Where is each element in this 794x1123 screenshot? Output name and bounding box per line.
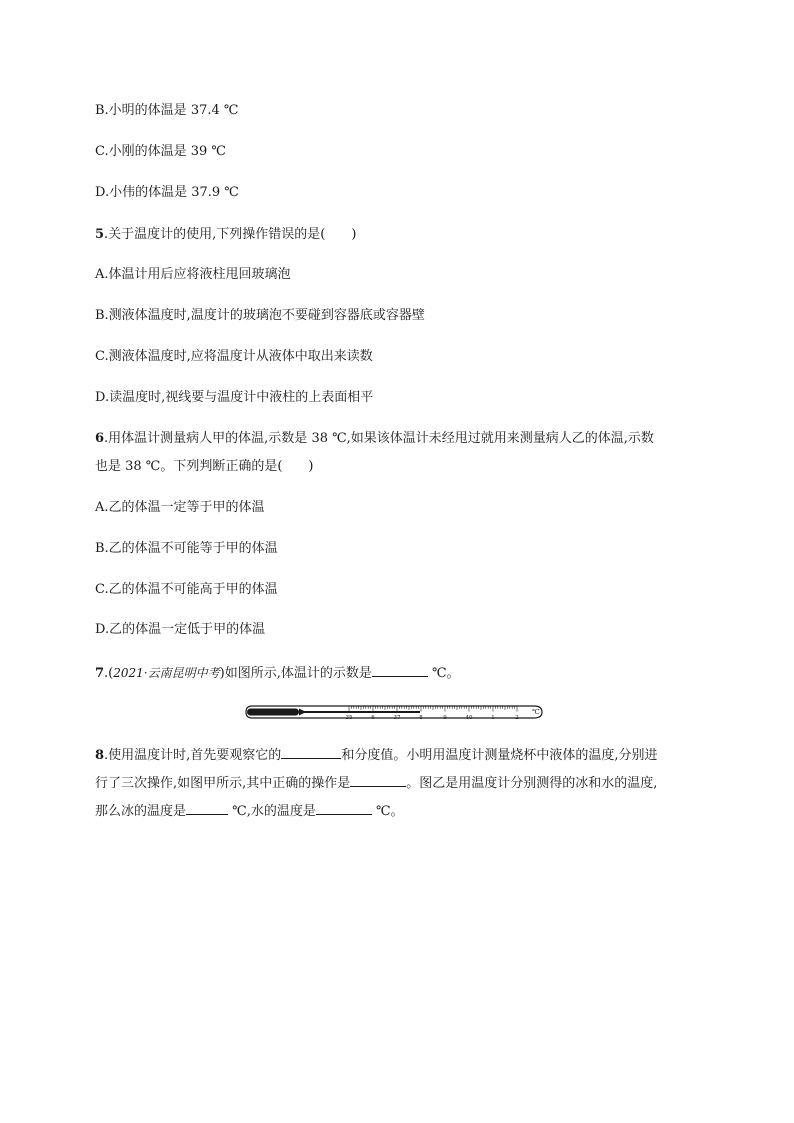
q7-number: 7 (95, 666, 105, 681)
q6-stem-text-1: .用体温计测量病人甲的体温,示数是 38 ℃,如果该体温计未经甩过就用来测量病人乙的体温,示数 (104, 431, 654, 446)
q6-stem-line1 (95, 430, 654, 448)
thermometer-mercury-column (304, 711, 420, 713)
q5-option-b: B.测液体温度时,温度计的玻璃泡不要碰到容器底或容器壁 (95, 308, 425, 323)
q6-option-c: C.乙的体温不可能高于甲的体温 (95, 582, 278, 597)
q8-text-3b: ℃,水的温度是 (228, 804, 316, 819)
q6-option-d: D.乙的体温一定低于甲的体温 (95, 622, 266, 637)
q5-option-d: D.读温度时,视线要与温度计中液柱的上表面相平 (95, 390, 374, 405)
thermometer-figure (244, 702, 546, 722)
q7-unit: ℃。 (427, 666, 460, 681)
q8-blank-correct-operation[interactable] (350, 773, 406, 787)
q8-text-3a: 那么冰的温度是 (95, 804, 187, 819)
q6-stem-line2: 也是 38 ℃。下列判断正确的是( ) (95, 459, 314, 474)
q4-option-c: C.小刚的体温是 39 ℃ (95, 144, 226, 159)
q8-stem-line1 (95, 745, 657, 765)
tick-label-39: 9 (443, 715, 447, 721)
q8-text-1b: 和分度值。小明用温度计测量烧杯中液体的温度,分别进 (341, 748, 658, 763)
q7-stem (95, 663, 460, 683)
q5-number: 5 (95, 227, 105, 242)
q5-option-a: A.体温计用后应将液柱甩回玻璃泡 (95, 267, 291, 282)
tick-label-37: 37 (393, 715, 401, 721)
q8-text-2a: 行了三次操作,如图甲所示,其中正确的操作是 (95, 776, 351, 791)
q8-stem-line3 (95, 801, 404, 821)
thermometer-unit: ℃ (532, 708, 540, 716)
q8-text-3c: ℃。 (371, 804, 404, 819)
q4-option-b: B.小明的体温是 37.4 ℃ (95, 103, 239, 118)
q8-text-2b: 。图乙是用温度计分别测得的冰和水的温度, (406, 776, 658, 791)
q5-stem-text: .关于温度计的使用,下列操作错误的是( ) (104, 227, 357, 242)
q8-blank-ice-temp[interactable] (186, 801, 228, 815)
q6-option-b: B.乙的体温不可能等于甲的体温 (95, 541, 278, 556)
q6-number: 6 (95, 431, 105, 446)
q7-source: 2021·云南昆明中考 (113, 666, 220, 680)
q5-stem (95, 226, 356, 244)
q7-stem-text: )如图所示,体温计的示数是 (219, 666, 372, 681)
q6-option-a: A.乙的体温一定等于甲的体温 (95, 500, 265, 515)
tick-label-35: 35 (345, 715, 353, 721)
tick-label-42: 2 (515, 715, 519, 721)
tick-label-40: 40 (465, 715, 473, 721)
tick-label-38: 8 (419, 715, 423, 721)
q8-number: 8 (95, 748, 105, 763)
tick-label-41: 1 (491, 715, 495, 721)
q7-paren-open: .( (104, 666, 114, 681)
q8-blank-water-temp[interactable] (316, 801, 372, 815)
q8-text-1a: .使用温度计时,首先要观察它的 (104, 748, 282, 763)
q4-option-d: D.小伟的体温是 37.9 ℃ (95, 185, 239, 200)
q5-option-c: C.测液体温度时,应将温度计从液体中取出来读数 (95, 349, 373, 364)
q7-answer-blank[interactable] (372, 663, 428, 677)
q8-blank-range[interactable] (281, 745, 341, 759)
tick-label-36: 6 (371, 715, 375, 721)
q8-stem-line2 (95, 773, 657, 793)
thermometer-bulb (247, 709, 299, 716)
